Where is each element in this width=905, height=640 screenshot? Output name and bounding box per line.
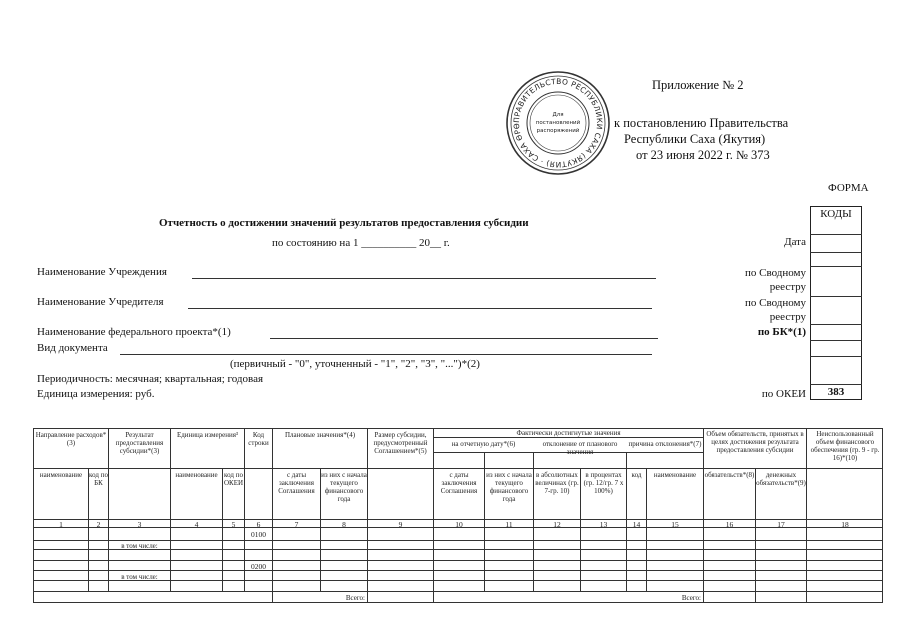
col-num-9: 9 [398, 520, 403, 529]
th-fact-from-date: с даты заключения Соглашения [440, 471, 478, 495]
row-total-plan: Всего: [345, 594, 365, 602]
col-num-8: 8 [342, 520, 346, 529]
th-monetary: денежных обязательств*(9) [756, 471, 806, 487]
stamp-inner-line2: постановлений [535, 120, 581, 126]
report-title: Отчетность о достижении значений результатов предоставления субсидии [159, 217, 529, 229]
col-num-12: 12 [553, 520, 561, 529]
col-num-3: 3 [137, 520, 142, 529]
col-num-6: 6 [256, 520, 261, 529]
th-plan-from-date: с даты заключения Соглашения [278, 471, 315, 495]
codes-box [810, 206, 862, 400]
col-num-11: 11 [505, 520, 513, 529]
col-num-2: 2 [96, 520, 101, 529]
row-code-0200: 0200 [251, 562, 266, 571]
field-doc-type-hint: (первичный - "0", уточненный - "1", "2", "3", "...")*(2) [230, 358, 480, 370]
stamp-inner-line1: Для [552, 112, 564, 118]
th-fact: Фактически достигнутые значения [516, 429, 621, 437]
col-num-15: 15 [671, 520, 679, 529]
th-fact-date: на отчетную дату*(6) [451, 440, 516, 448]
codes-svod1-label: по Сводному реестру [744, 267, 806, 293]
col-num-16: 16 [725, 520, 734, 529]
th-plan-from-year: из них с начала текущего финансового года [321, 471, 367, 503]
codes-bk-label: по БК*(1) [757, 326, 806, 338]
field-project: Наименование федерального проекта*(1) [37, 326, 231, 338]
field-doc-type: Вид документа [37, 342, 108, 354]
th-mandatory: обязательств*(8) [704, 471, 755, 479]
row-code-0100: 0100 [251, 530, 266, 539]
report-date-line: по состоянию на 1 __________ 20__ г. [272, 237, 450, 249]
th-unused: Неиспользованный объем финансового обеспечения (гр. 9 - гр. 16)*(10) [810, 430, 880, 462]
th-okei: код по ОКЕИ [223, 471, 244, 487]
th-name: наименование [39, 471, 83, 479]
field-founder: Наименование Учредителя [37, 296, 164, 308]
th-dev-pct: в процентах (гр. 12/гр. 7 х 100%) [583, 471, 624, 495]
okei-value: 383 [827, 386, 845, 398]
th-reason-name: наименование [653, 471, 697, 479]
field-unit: Единица измерения: руб. [37, 388, 155, 400]
codes-date-label: Дата [784, 236, 806, 248]
th-dev-abs: в абсолютных величинах (гр. 7-гр. 10) [535, 471, 579, 495]
codes-okei-label: по ОКЕИ [761, 388, 806, 400]
official-stamp [505, 70, 611, 176]
appendix-line2: Республики Саха (Якутия) [624, 132, 766, 146]
th-unit-name: наименование [175, 471, 218, 479]
field-institution: Наименование Учреждения [37, 266, 167, 278]
th-reason-code: код [631, 471, 642, 479]
th-rowcode: Код строки [248, 431, 269, 447]
th-bkcode: код по БК [89, 471, 108, 487]
col-num-17: 17 [777, 520, 785, 529]
field-periodicity: Периодичность: месячная; квартальная; годовая [37, 373, 264, 385]
row-total-fact: Всего: [681, 594, 701, 602]
th-obligations: Объем обязательств, принятых в целях достижения результата предоставления субсидии [706, 430, 804, 454]
codes-title: КОДЫ [820, 208, 852, 220]
th-plan: Плановые значения*(4) [284, 431, 356, 439]
th-unit: Единица измерения³ [176, 431, 239, 439]
stamp-inner-line3: распоряжений [536, 128, 580, 134]
col-num-18: 18 [841, 520, 849, 529]
row-including-1: в том числе: [121, 542, 158, 550]
col-num-4: 4 [194, 520, 199, 529]
col-num-14: 14 [632, 520, 641, 529]
col-num-1: 1 [59, 520, 63, 529]
col-num-10: 10 [455, 520, 463, 529]
col-num-5: 5 [231, 520, 236, 529]
codes-svod2-label: по Сводному реестру [744, 297, 806, 323]
appendix-title: Приложение № 2 [652, 78, 744, 92]
forma-label: ФОРМА [828, 182, 869, 194]
stamp-outer-text: ПРАВИТЕЛЬСТВО РЕСПУБЛИКИ САХА (ЯКУТИЯ) · САХА ӨРӨ [511, 76, 605, 170]
th-fact-from-year: из них с начала текущего финансового года [486, 471, 532, 503]
th-size: Размер субсидии, предусмотренный Соглашением*(5) [373, 431, 428, 455]
col-num-7: 7 [294, 520, 299, 529]
appendix-line3: от 23 июня 2022 г. № 373 [636, 148, 770, 162]
th-deviation: отклонение от планового значения [542, 440, 618, 456]
col-num-13: 13 [599, 520, 608, 529]
row-including-2: в том числе: [121, 573, 158, 581]
appendix-line1: к постановлению Правительства [614, 116, 789, 130]
th-reason: причина отклонения*(7) [628, 440, 702, 448]
th-direction: Направление расходов*(3) [35, 431, 107, 447]
th-result: Результат предоставления субсидии*(3) [115, 431, 164, 455]
